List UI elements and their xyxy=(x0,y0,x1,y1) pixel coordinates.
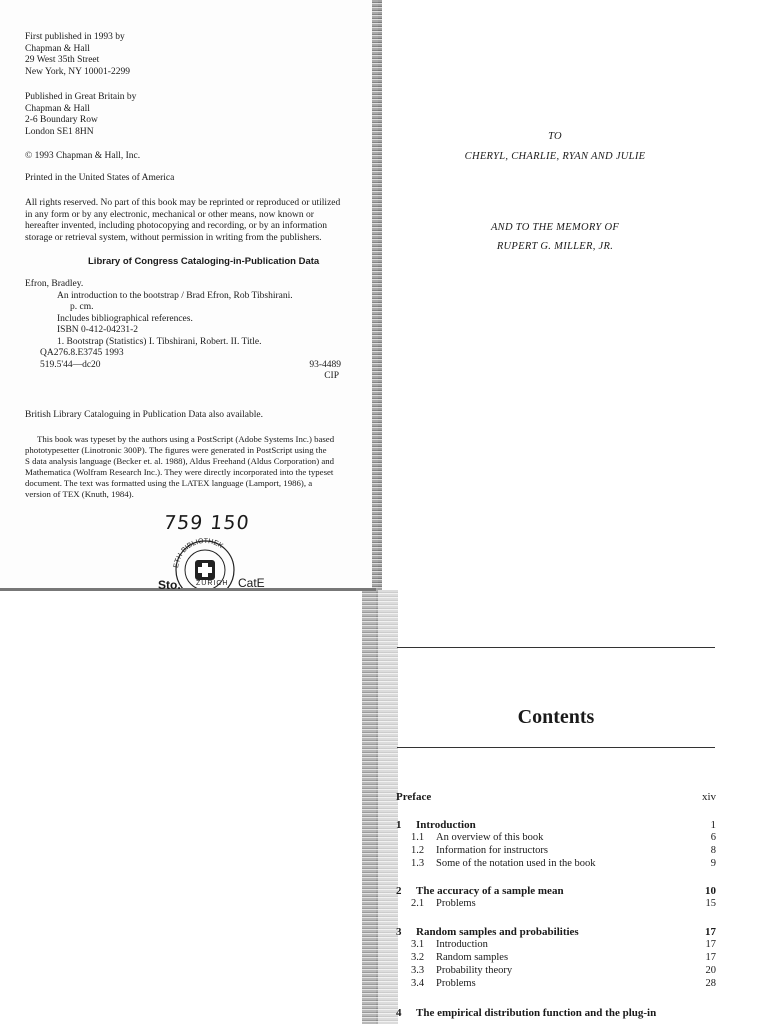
publisher-line: Chapman & Hall xyxy=(25,103,90,114)
cip-dewey: 519.5'44—dc20 xyxy=(40,359,101,370)
dedication-memory: AND TO THE MEMORY OF xyxy=(490,222,620,233)
copyright-notice: © 1993 Chapman & Hall, Inc. xyxy=(25,151,141,161)
toc-section xyxy=(396,952,716,965)
rights-line: in any form or by any electronic, mechanical or other means, now known or xyxy=(25,209,314,220)
typeset-line: phototypesetter (Linotronic 300P). The figures were generated in PostScript using the xyxy=(25,445,327,455)
toc-entry-page: 17 xyxy=(705,939,716,950)
publisher-line: Chapman & Hall xyxy=(25,43,90,54)
publisher-us-block xyxy=(25,32,130,78)
toc-entry-number: 1.1 xyxy=(411,832,425,843)
toc-chapter xyxy=(396,885,716,898)
rights-line: hereafter invented, including photocopying and recording, or by an information xyxy=(25,221,328,231)
toc-section xyxy=(396,978,716,991)
toc-section xyxy=(396,898,716,911)
toc-entry-number: 3.4 xyxy=(411,978,425,989)
cip-lcc: QA276.8.E3745 1993 xyxy=(40,348,124,358)
rights-line: All rights reserved. No part of this book may be reprinted or reproduced or utilized xyxy=(25,198,341,208)
cip-lccn: 93-4489 xyxy=(309,359,341,370)
toc-entry-page: 17 xyxy=(705,926,716,938)
toc-entry-page: 1 xyxy=(710,819,716,831)
cip-block xyxy=(25,279,341,383)
toc-entry-title: Some of the notation used in the book xyxy=(436,858,596,869)
printed-notice: Printed in the United States of America xyxy=(25,173,175,183)
toc-entry-title: Problems xyxy=(436,978,476,989)
publisher-line: Published in Great Britain by xyxy=(25,92,137,102)
typeset-line: document. The text was formatted using the LATEX language (Lamport, 1986), a xyxy=(25,478,313,488)
toc-entry-number: 3.1 xyxy=(411,939,425,950)
toc-entry-page: 20 xyxy=(705,965,716,976)
cip-author: Efron, Bradley. xyxy=(25,279,84,289)
toc-entry-number: 2.1 xyxy=(411,898,425,909)
publisher-line: 29 West 35th Street xyxy=(25,55,100,65)
contents-bottom-rule xyxy=(397,747,715,748)
contents-top-rule xyxy=(397,647,715,648)
toc-section xyxy=(396,858,716,871)
cip-label: CIP xyxy=(324,371,339,381)
toc-entry-page: 9 xyxy=(710,858,716,869)
toc-entry-number: 3.3 xyxy=(411,965,425,976)
cip-biblio: Includes bibliographical references. xyxy=(57,313,193,324)
typeset-line: S data analysis language (Becker et. al. 1988), Aldus Freehand (Aldus Corporation) and xyxy=(25,456,335,466)
toc-entry-title: Introduction xyxy=(416,819,476,831)
cip-pages: p. cm. xyxy=(70,302,94,312)
toc-entry-number: 3 xyxy=(396,926,402,938)
page-edge xyxy=(0,588,376,591)
toc-entry-title: Random samples xyxy=(436,952,509,963)
toc-entry-number: 1 xyxy=(396,819,402,831)
cip-subjects: 1. Bootstrap (Statistics) I. Tibshirani, Robert. II. Title. xyxy=(57,336,262,347)
toc-entry-number: 4 xyxy=(396,1007,402,1019)
contents-title: Contents xyxy=(517,706,595,728)
publisher-line: First published in 1993 by xyxy=(25,32,125,42)
toc-section xyxy=(396,832,716,845)
toc-entry-number: 3.2 xyxy=(411,952,425,963)
toc-entry-page: 28 xyxy=(705,978,716,989)
stamp-bottom-text: ZÜRICH xyxy=(196,580,229,587)
cip-row xyxy=(25,360,341,372)
cip-isbn: ISBN 0-412-04231-2 xyxy=(57,325,139,335)
toc-entry-title: Preface xyxy=(396,791,432,803)
typeset-line: Mathematica (Wolfram Research Inc.). They were directly incorporated into the typeset xyxy=(25,467,334,477)
toc-chapter xyxy=(396,819,716,832)
publisher-uk-block xyxy=(25,92,136,138)
toc-entry-title: The empirical distribution function and the plug-in xyxy=(416,1007,657,1019)
dedication-names: CHERYL, CHARLIE, RYAN AND JULIE xyxy=(464,151,646,162)
toc-entry-number: 1.3 xyxy=(411,858,425,869)
cip-row xyxy=(25,348,341,360)
toc-entry-page: 17 xyxy=(705,952,716,963)
toc-entry-title: The accuracy of a sample mean xyxy=(416,885,564,897)
toc-entry-title: Probability theory xyxy=(436,965,513,976)
toc-entry-page: 6 xyxy=(710,832,716,843)
dedication-to: TO xyxy=(548,131,562,142)
toc-entry-title: Random samples and probabilities xyxy=(416,926,579,938)
typeset-line: version of TEX (Knuth, 1984). xyxy=(25,489,134,499)
toc-chapter xyxy=(396,1007,716,1020)
toc-entry-title: Introduction xyxy=(436,939,488,950)
cip-row xyxy=(25,371,341,383)
scan-gutter-shadow xyxy=(378,0,382,590)
british-library-notice: British Library Cataloguing in Publication Data also available. xyxy=(25,410,263,420)
publisher-line: New York, NY 10001-2299 xyxy=(25,66,130,77)
dedication-page xyxy=(380,0,768,590)
handwritten-accession-number: 759 150 xyxy=(162,512,251,534)
toc-entry-number: 2 xyxy=(396,885,402,897)
typeset-notice xyxy=(25,434,334,500)
toc-entry-preface xyxy=(396,791,716,804)
rights-line: storage or retrieval system, without permission in writing from the publishers. xyxy=(25,232,322,243)
publisher-line: London SE1 8HN xyxy=(25,126,94,137)
toc-entry-page: 8 xyxy=(710,845,716,856)
typeset-line: This book was typeset by the authors using a PostScript (Adobe Systems Inc.) based xyxy=(37,434,335,444)
toc-entry-number: 1.2 xyxy=(411,845,425,856)
toc-section xyxy=(396,845,716,858)
dedication-person: RUPERT G. MILLER, JR. xyxy=(496,241,614,252)
toc-entry-page: 15 xyxy=(705,898,716,909)
stamp-ring-text: ETH-BIBLIOTHEK xyxy=(173,537,224,569)
toc-entry-page: 10 xyxy=(705,885,716,897)
cip-title: An introduction to the bootstrap / Brad Efron, Rob Tibshirani. xyxy=(57,290,293,301)
toc-section xyxy=(396,939,716,952)
toc-entry-title: An overview of this book xyxy=(436,832,544,843)
toc-entry-title: Problems xyxy=(436,898,476,909)
stamp-label-right: CatE xyxy=(238,576,265,590)
scan-gutter-shadow xyxy=(376,590,398,1024)
cip-heading: Library of Congress Cataloging-in-Publication Data xyxy=(88,256,320,267)
rights-reserved-block xyxy=(25,198,340,244)
toc-entry-page: xiv xyxy=(701,791,716,803)
toc-chapter xyxy=(396,926,716,939)
toc-entry-title: Information for instructors xyxy=(436,845,548,856)
toc-section xyxy=(396,965,716,978)
publisher-line: 2-6 Boundary Row xyxy=(25,115,98,125)
stamp-label-left: Sto. xyxy=(158,578,181,592)
